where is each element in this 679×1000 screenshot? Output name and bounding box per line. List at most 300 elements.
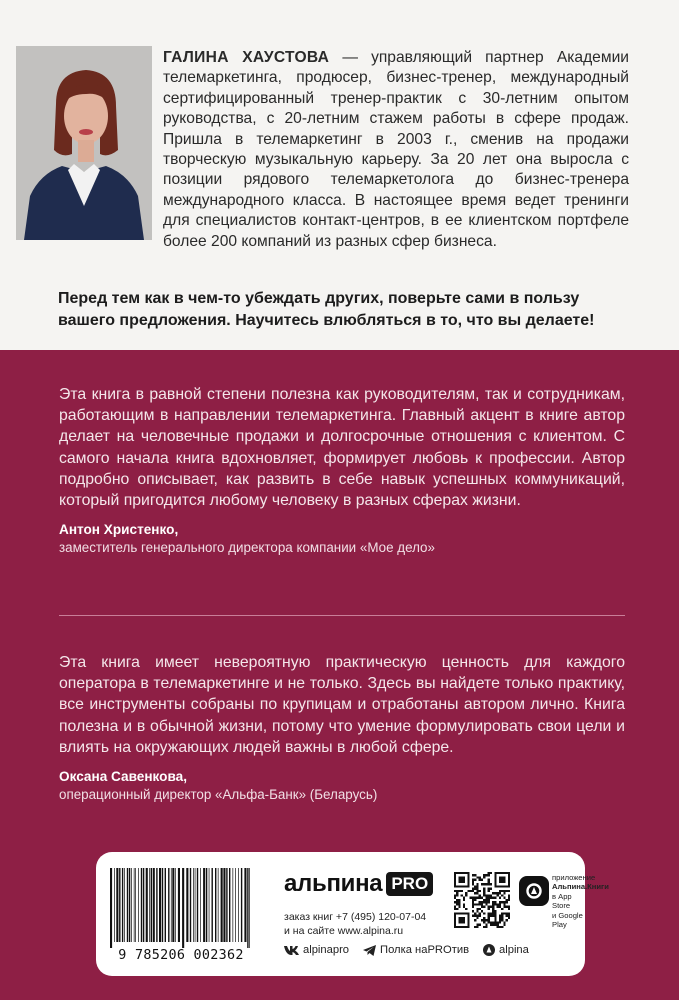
barcode-bar	[249, 868, 250, 948]
qr-module	[454, 921, 456, 923]
qr-module	[474, 879, 476, 881]
qr-module	[499, 926, 501, 928]
qr-module	[506, 899, 508, 901]
barcode-bar	[165, 868, 166, 942]
qr-module	[463, 903, 465, 905]
author-section	[0, 0, 679, 350]
qr-module	[461, 881, 463, 883]
qr-module	[472, 890, 474, 892]
barcode-bar	[138, 868, 139, 942]
qr-module	[499, 921, 501, 923]
qr-module	[474, 874, 476, 876]
qr-module	[483, 926, 485, 928]
qr-module	[485, 919, 487, 921]
qr-module	[479, 903, 481, 905]
barcode-bar	[122, 868, 123, 942]
qr-module	[456, 899, 458, 901]
qr-module	[488, 917, 490, 919]
qr-module	[508, 881, 510, 883]
barcode-bar	[114, 868, 115, 942]
qr-module	[476, 883, 478, 885]
qr-module	[490, 888, 492, 890]
qr-module	[458, 919, 460, 921]
qr-module	[483, 921, 485, 923]
qr-module	[458, 899, 460, 901]
qr-module	[485, 883, 487, 885]
qr-module	[508, 876, 510, 878]
qr-module	[492, 912, 494, 914]
qr-module	[508, 899, 510, 901]
qr-module	[479, 897, 481, 899]
qr-module	[488, 921, 490, 923]
qr-module	[476, 888, 478, 890]
qr-module	[499, 876, 501, 878]
qr-module	[474, 903, 476, 905]
barcode-bar	[135, 868, 136, 942]
qr-module	[488, 915, 490, 917]
social-label: alpinapro	[303, 944, 350, 956]
qr-module	[499, 919, 501, 921]
qr-module	[454, 901, 456, 903]
qr-module	[492, 901, 494, 903]
qr-module	[481, 919, 483, 921]
qr-module	[497, 903, 499, 905]
barcode-bar	[197, 868, 198, 942]
qr-module	[479, 915, 481, 917]
qr-module	[476, 926, 478, 928]
qr-module	[485, 894, 487, 896]
qr-module	[454, 885, 456, 887]
qr-module	[494, 872, 496, 874]
qr-module	[472, 915, 474, 917]
qr-module	[456, 901, 458, 903]
qr-module	[490, 912, 492, 914]
qr-module	[506, 906, 508, 908]
barcode-bar	[226, 868, 227, 942]
qr-module	[467, 924, 469, 926]
qr-module	[458, 872, 460, 874]
qr-module	[483, 892, 485, 894]
qr-module	[485, 874, 487, 876]
qr-module	[488, 883, 490, 885]
qr-module	[465, 912, 467, 914]
qr-module	[454, 876, 456, 878]
qr-module	[501, 917, 503, 919]
qr-module	[456, 890, 458, 892]
qr-module	[481, 903, 483, 905]
qr-module	[488, 906, 490, 908]
qr-module	[465, 892, 467, 894]
qr-module	[490, 924, 492, 926]
qr-module	[461, 921, 463, 923]
qr-module	[485, 926, 487, 928]
author-name: ГАЛИНА ХАУСТОВА	[163, 49, 330, 66]
qr-module	[463, 912, 465, 914]
reviewer-name: Оксана Савенкова,	[59, 769, 187, 785]
qr-module	[494, 924, 496, 926]
qr-module	[492, 915, 494, 917]
qr-module	[497, 885, 499, 887]
qr-module	[456, 903, 458, 905]
qr-module	[488, 897, 490, 899]
qr-module	[465, 885, 467, 887]
qr-module	[456, 894, 458, 896]
qr-module	[499, 879, 501, 881]
qr-module	[508, 917, 510, 919]
qr-code[interactable]	[454, 872, 510, 928]
review-text: Эта книга в равной степени полезна как руководителям, так и сотрудникам, работающим в направлении телемаркетинга. Главный акцент в книге автор делает на человечные продажи и долгосрочные отношения с клиентом. С самого начала книга вдохновляет, формирует любовь к профессии. Автор подробно описывает, как развить в себе навык успешных коммуникаций, который пригодится любому человеку в разных сферах жизни.	[59, 386, 625, 510]
qr-module	[506, 872, 508, 874]
qr-module	[472, 899, 474, 901]
qr-module	[454, 879, 456, 881]
qr-module	[465, 908, 467, 910]
qr-module	[488, 899, 490, 901]
vk-icon	[284, 945, 299, 955]
qr-module	[483, 919, 485, 921]
qr-module	[508, 885, 510, 887]
qr-module	[463, 879, 465, 881]
brand-wordmark: альпина	[284, 870, 383, 897]
qr-module	[492, 910, 494, 912]
qr-module	[501, 890, 503, 892]
qr-module	[472, 910, 474, 912]
qr-module	[458, 926, 460, 928]
qr-module	[458, 890, 460, 892]
qr-module	[481, 879, 483, 881]
qr-module	[490, 921, 492, 923]
qr-module	[497, 926, 499, 928]
qr-module	[479, 924, 481, 926]
qr-module	[458, 901, 460, 903]
publisher-info-box	[96, 852, 609, 976]
qr-module	[488, 888, 490, 890]
barcode-bar	[151, 868, 152, 942]
qr-module	[497, 924, 499, 926]
qr-module	[488, 901, 490, 903]
barcode-bar	[162, 868, 163, 942]
qr-module	[461, 912, 463, 914]
qr-module	[474, 915, 476, 917]
barcode-bar	[149, 868, 150, 942]
qr-module	[454, 897, 456, 899]
social-alpina[interactable]	[483, 944, 529, 956]
qr-module	[463, 899, 465, 901]
barcode-bar	[172, 868, 174, 942]
qr-module	[461, 917, 463, 919]
qr-module	[476, 897, 478, 899]
qr-module	[463, 921, 465, 923]
qr-module	[474, 892, 476, 894]
author-quote: Перед тем как в чем-то убеждать других, поверьте сами в пользу вашего предложения. Научитесь влюбляться в то, что вы делаете!	[58, 290, 595, 329]
app-icon[interactable]	[519, 876, 549, 906]
qr-module	[499, 901, 501, 903]
qr-module	[501, 919, 503, 921]
qr-module	[494, 874, 496, 876]
author-photo	[16, 46, 152, 240]
qr-module	[485, 897, 487, 899]
qr-module	[503, 901, 505, 903]
qr-module	[476, 910, 478, 912]
qr-module	[470, 897, 472, 899]
qr-module	[479, 894, 481, 896]
qr-module	[454, 908, 456, 910]
qr-module	[474, 885, 476, 887]
publisher-logo	[284, 870, 433, 898]
qr-module	[494, 915, 496, 917]
qr-module	[467, 883, 469, 885]
barcode-bar	[212, 868, 213, 942]
qr-module	[488, 890, 490, 892]
qr-module	[494, 921, 496, 923]
qr-module	[458, 903, 460, 905]
qr-module	[476, 908, 478, 910]
qr-module	[467, 890, 469, 892]
qr-module	[490, 906, 492, 908]
qr-module	[499, 881, 501, 883]
qr-module	[503, 912, 505, 914]
barcode-bar	[195, 868, 196, 942]
barcode-bar	[200, 868, 201, 942]
barcode-bar	[171, 868, 172, 942]
qr-module	[494, 881, 496, 883]
barcode-bar	[134, 868, 135, 942]
qr-module	[494, 883, 496, 885]
qr-module	[454, 881, 456, 883]
qr-module	[508, 908, 510, 910]
qr-module	[494, 903, 496, 905]
qr-module	[467, 872, 469, 874]
qr-module	[481, 906, 483, 908]
qr-module	[503, 892, 505, 894]
qr-module	[488, 894, 490, 896]
barcode-bar	[244, 868, 246, 942]
qr-module	[467, 912, 469, 914]
qr-module	[472, 906, 474, 908]
qr-module	[501, 881, 503, 883]
review-1	[59, 384, 625, 557]
qr-module	[481, 910, 483, 912]
social-vk[interactable]	[284, 944, 349, 956]
qr-module	[479, 876, 481, 878]
qr-module	[499, 872, 501, 874]
qr-module	[481, 883, 483, 885]
barcode-bar	[218, 868, 219, 942]
qr-module	[461, 876, 463, 878]
qr-module	[485, 901, 487, 903]
barcode-bar	[178, 868, 180, 942]
qr-module	[463, 897, 465, 899]
qr-module	[472, 897, 474, 899]
qr-module	[490, 897, 492, 899]
qr-module	[472, 888, 474, 890]
qr-module	[474, 912, 476, 914]
qr-module	[506, 890, 508, 892]
qr-module	[494, 897, 496, 899]
qr-module	[461, 872, 463, 874]
qr-module	[490, 894, 492, 896]
qr-module	[472, 879, 474, 881]
qr-module	[494, 910, 496, 912]
qr-module	[483, 890, 485, 892]
qr-module	[501, 879, 503, 881]
qr-module	[483, 874, 485, 876]
barcode-bar	[233, 868, 234, 942]
qr-module	[508, 897, 510, 899]
qr-module	[503, 885, 505, 887]
author-bio	[163, 48, 629, 252]
qr-module	[474, 888, 476, 890]
barcode-bar	[229, 868, 230, 942]
qr-module	[508, 883, 510, 885]
qr-module	[501, 926, 503, 928]
qr-module	[499, 917, 501, 919]
qr-module	[506, 901, 508, 903]
qr-module	[463, 872, 465, 874]
qr-module	[463, 876, 465, 878]
isbn-barcode	[108, 868, 254, 948]
review-divider	[59, 615, 625, 616]
isbn-number: 9 785206 002362	[118, 948, 244, 963]
qr-module	[501, 885, 503, 887]
qr-module	[479, 908, 481, 910]
qr-module	[492, 906, 494, 908]
qr-module	[483, 894, 485, 896]
qr-module	[470, 890, 472, 892]
qr-module	[474, 919, 476, 921]
qr-module	[499, 885, 501, 887]
barcode-bar	[223, 868, 225, 942]
qr-module	[463, 917, 465, 919]
qr-module	[508, 906, 510, 908]
qr-module	[458, 881, 460, 883]
qr-module	[472, 883, 474, 885]
reviewer-name: Антон Христенко,	[59, 522, 179, 538]
barcode-bar	[209, 868, 210, 942]
qr-module	[503, 897, 505, 899]
qr-module	[501, 872, 503, 874]
qr-module	[494, 917, 496, 919]
qr-module	[483, 876, 485, 878]
qr-module	[456, 872, 458, 874]
qr-module	[481, 897, 483, 899]
barcode-bar	[153, 868, 155, 942]
qr-module	[503, 903, 505, 905]
qr-module	[461, 894, 463, 896]
qr-module	[458, 879, 460, 881]
qr-module	[508, 890, 510, 892]
qr-module	[501, 912, 503, 914]
qr-module	[456, 912, 458, 914]
qr-module	[467, 885, 469, 887]
qr-module	[501, 901, 503, 903]
qr-module	[499, 892, 501, 894]
qr-module	[476, 876, 478, 878]
qr-module	[508, 894, 510, 896]
qr-module	[454, 874, 456, 876]
qr-module	[508, 879, 510, 881]
qr-module	[494, 901, 496, 903]
qr-module	[476, 892, 478, 894]
qr-module	[472, 881, 474, 883]
qr-module	[499, 897, 501, 899]
qr-module	[501, 894, 503, 896]
qr-module	[503, 924, 505, 926]
qr-module	[467, 921, 469, 923]
qr-module	[503, 890, 505, 892]
qr-module	[458, 921, 460, 923]
qr-module	[456, 926, 458, 928]
qr-module	[458, 917, 460, 919]
barcode-bar	[175, 868, 176, 942]
qr-module	[485, 924, 487, 926]
qr-module	[490, 883, 492, 885]
alpina-circle-icon	[483, 944, 495, 956]
qr-module	[454, 890, 456, 892]
qr-module	[461, 890, 463, 892]
barcode-bar	[168, 868, 169, 942]
qr-module	[467, 876, 469, 878]
qr-module	[461, 919, 463, 921]
qr-module	[494, 892, 496, 894]
qr-module	[488, 874, 490, 876]
barcode-bar	[131, 868, 132, 942]
qr-module	[506, 912, 508, 914]
qr-module	[508, 912, 510, 914]
qr-module	[454, 883, 456, 885]
barcode-bar	[221, 868, 223, 942]
barcode-bar	[190, 868, 191, 942]
barcode-bar	[203, 868, 205, 942]
qr-module	[463, 881, 465, 883]
app-note-line: Альпина.Книги	[552, 882, 609, 892]
qr-module	[476, 924, 478, 926]
qr-module	[485, 903, 487, 905]
qr-module	[467, 915, 469, 917]
social-label: Полка наPROтив	[380, 944, 470, 956]
qr-module	[476, 903, 478, 905]
qr-module	[474, 899, 476, 901]
qr-module	[476, 885, 478, 887]
qr-module	[456, 892, 458, 894]
qr-module	[454, 917, 456, 919]
qr-module	[494, 879, 496, 881]
qr-module	[483, 899, 485, 901]
barcode-bar	[124, 868, 125, 942]
qr-module	[465, 894, 467, 896]
qr-module	[492, 903, 494, 905]
qr-module	[503, 881, 505, 883]
qr-module	[494, 885, 496, 887]
qr-module	[503, 921, 505, 923]
qr-module	[494, 876, 496, 878]
qr-module	[488, 912, 490, 914]
barcode-bar	[141, 868, 142, 942]
reviewer-role: операционный директор «Альфа-Банк» (Беларусь)	[59, 787, 378, 803]
qr-module	[483, 888, 485, 890]
qr-module	[492, 892, 494, 894]
qr-module	[483, 883, 485, 885]
qr-module	[467, 881, 469, 883]
qr-module	[501, 876, 503, 878]
qr-module	[494, 912, 496, 914]
order-website[interactable]: и на сайте www.alpina.ru	[284, 925, 404, 937]
qr-module	[497, 872, 499, 874]
social-telegram[interactable]	[363, 944, 469, 956]
qr-module	[465, 926, 467, 928]
barcode-bar	[215, 868, 216, 942]
qr-module	[497, 921, 499, 923]
qr-module	[499, 915, 501, 917]
